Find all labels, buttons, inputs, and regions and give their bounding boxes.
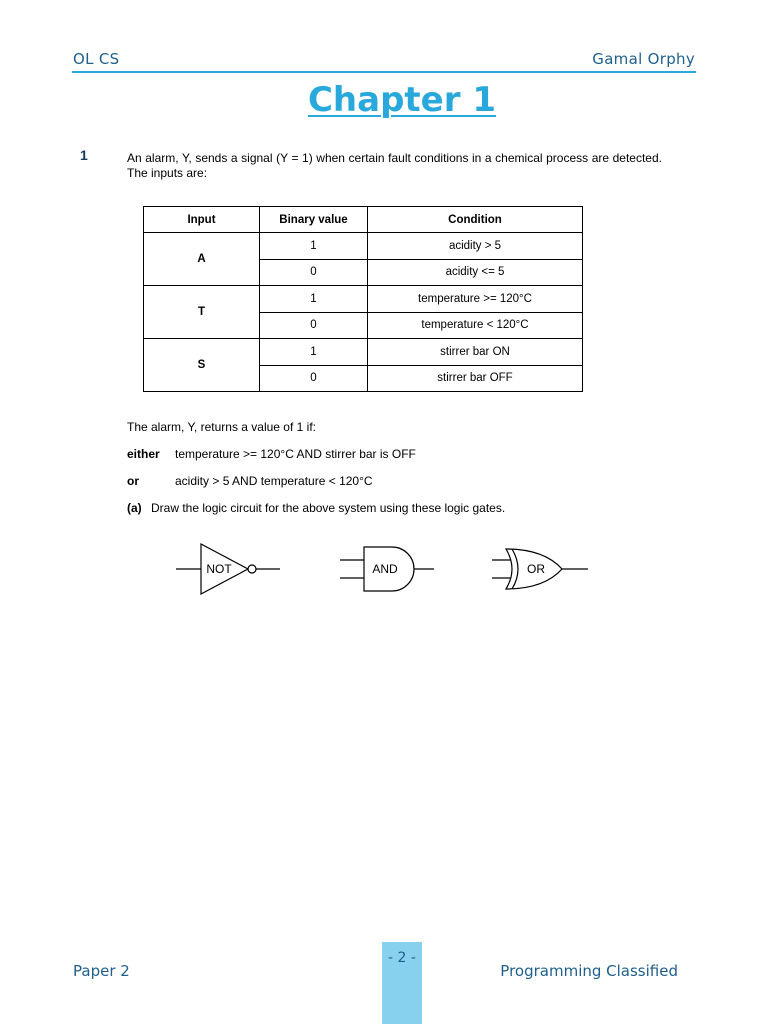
- table-condition-cell: acidity > 5: [368, 233, 583, 260]
- and-gate-label: AND: [372, 562, 398, 576]
- table-condition-cell: temperature < 120°C: [368, 312, 583, 339]
- table-header-input: Input: [144, 207, 260, 233]
- table-row: [144, 233, 583, 260]
- either-text: temperature >= 120°C AND stirrer bar is OFF: [175, 447, 416, 461]
- table-input-cell: T: [144, 286, 260, 339]
- inputs-table: [143, 206, 583, 392]
- not-gate-label: NOT: [206, 562, 232, 576]
- footer-right: Programming Classified: [500, 962, 678, 980]
- chapter-title: Chapter 1: [307, 80, 496, 120]
- table-row: [144, 286, 583, 313]
- header-rule: [72, 71, 696, 73]
- page-title: [0, 80, 768, 120]
- table-value-cell: 1: [260, 339, 368, 366]
- table-value-cell: 0: [260, 365, 368, 392]
- table-input-cell: A: [144, 233, 260, 286]
- question-text: An alarm, Y, sends a signal (Y = 1) when certain fault conditions in a chemical process are detected. The inputs are:: [127, 151, 662, 180]
- table-condition-cell: stirrer bar OFF: [368, 365, 583, 392]
- part-a-label: (a): [127, 501, 142, 515]
- table-value-cell: 1: [260, 286, 368, 313]
- table-header-condition: Condition: [368, 207, 583, 233]
- either-label: either: [127, 447, 160, 461]
- table-header-row: [144, 207, 583, 233]
- table-condition-cell: stirrer bar ON: [368, 339, 583, 366]
- table-value-cell: 1: [260, 233, 368, 260]
- table-header-binary: Binary value: [260, 207, 368, 233]
- or-label: or: [127, 474, 139, 488]
- table-row: [144, 339, 583, 366]
- footer-left: Paper 2: [73, 962, 130, 980]
- table-input-cell: S: [144, 339, 260, 392]
- table-condition-cell: temperature >= 120°C: [368, 286, 583, 313]
- logic-gates-diagram: [170, 538, 600, 600]
- table-condition-cell: acidity <= 5: [368, 259, 583, 286]
- table-value-cell: 0: [260, 312, 368, 339]
- question-number: 1: [80, 147, 88, 163]
- header-left: OL CS: [73, 50, 120, 68]
- table-value-cell: 0: [260, 259, 368, 286]
- or-text: acidity > 5 AND temperature < 120°C: [175, 474, 373, 488]
- or-gate-label: OR: [527, 562, 545, 576]
- part-a-text: Draw the logic circuit for the above system using these logic gates.: [151, 501, 506, 515]
- alarm-text: The alarm, Y, returns a value of 1 if:: [127, 420, 316, 434]
- header-right: Gamal Orphy: [592, 50, 695, 68]
- page-number: - 2 -: [388, 950, 416, 966]
